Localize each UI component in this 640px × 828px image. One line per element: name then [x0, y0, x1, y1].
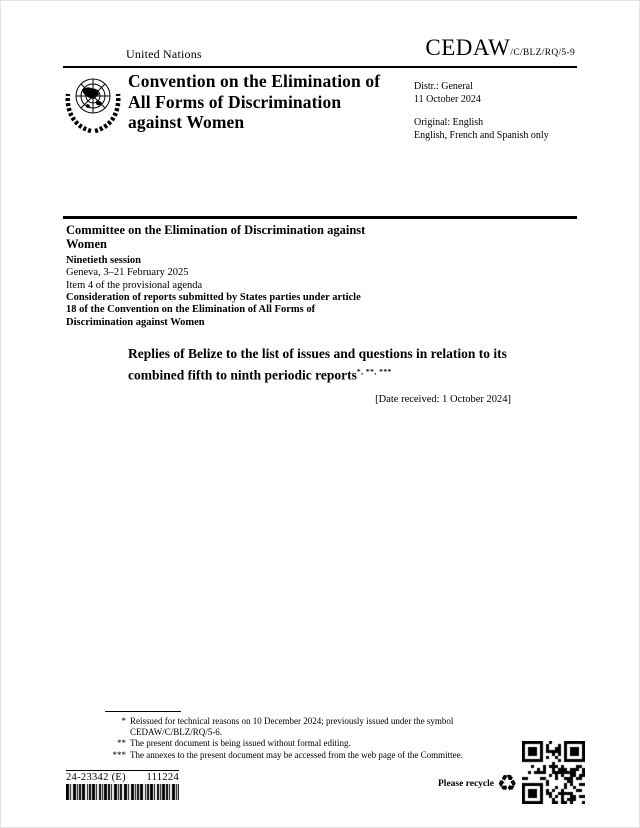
qr-code [522, 741, 585, 804]
recycle-icon: ♻ [497, 771, 518, 797]
agenda-item: Item 4 of the provisional agenda [66, 279, 203, 291]
footnote-separator [105, 711, 181, 712]
footnote-mark: ** [117, 738, 126, 749]
job-date-code: 111224 [146, 772, 179, 783]
session-name: Ninetieth session [66, 255, 141, 266]
document-symbol [425, 35, 575, 61]
session-venue-dates: Geneva, 3–21 February 2025 [66, 267, 189, 279]
footnote-row [109, 738, 501, 749]
un-emblem-icon [63, 71, 123, 135]
session-rule [63, 216, 577, 219]
footnote-row [109, 750, 501, 761]
footnote-text: The present document is being issued without formal editing. [130, 738, 351, 749]
barcode [66, 784, 179, 800]
committee-name: Committee on the Elimination of Discrimination against Women [66, 223, 366, 251]
org-name: United Nations [126, 47, 202, 61]
footnote-text: The annexes to the present document may be accessed from the web page of the Committee. [130, 749, 463, 760]
title-footnote-marks: *, **, *** [356, 367, 392, 376]
footnote-mark: * [121, 716, 126, 726]
job-number: 24-23342 (E) [66, 772, 126, 783]
document-title-text: Replies of Belize to the list of issues and questions in relation to its combined fifth to ninth periodic reports [128, 346, 507, 383]
recycle-notice [438, 771, 518, 797]
job-number-line [66, 770, 179, 783]
distribution-block [414, 81, 549, 142]
document-symbol-main: CEDAW [425, 35, 511, 60]
header-rule [63, 66, 577, 68]
available-languages: English, French and Spanish only [414, 129, 549, 141]
recycle-label: Please recycle [438, 779, 494, 789]
distribution-date: 11 October 2024 [414, 93, 481, 105]
document-symbol-suffix: /C/BLZ/RQ/5-9 [510, 48, 575, 58]
distribution-type: Distr.: General [414, 81, 473, 92]
footnote-mark: *** [112, 749, 126, 760]
footnotes [109, 716, 501, 761]
footnote-row [109, 716, 501, 738]
convention-title: Convention on the Elimination of All Forms of Discrimination against Women [128, 71, 381, 132]
footnote-text: Reissued for technical reasons on 10 December 2024; previously issued under the symbol CEDAW/C/BLZ/RQ/5-6. [130, 716, 454, 738]
session-block [66, 223, 396, 329]
original-language: Original: English [414, 117, 484, 128]
date-received: [Date received: 1 October 2024] [375, 394, 511, 405]
document-title [128, 345, 548, 385]
agenda-title: Consideration of reports submitted by States parties under article 18 of the Convention on the Elimination of All Forms of Discrimination against Women [66, 291, 361, 328]
